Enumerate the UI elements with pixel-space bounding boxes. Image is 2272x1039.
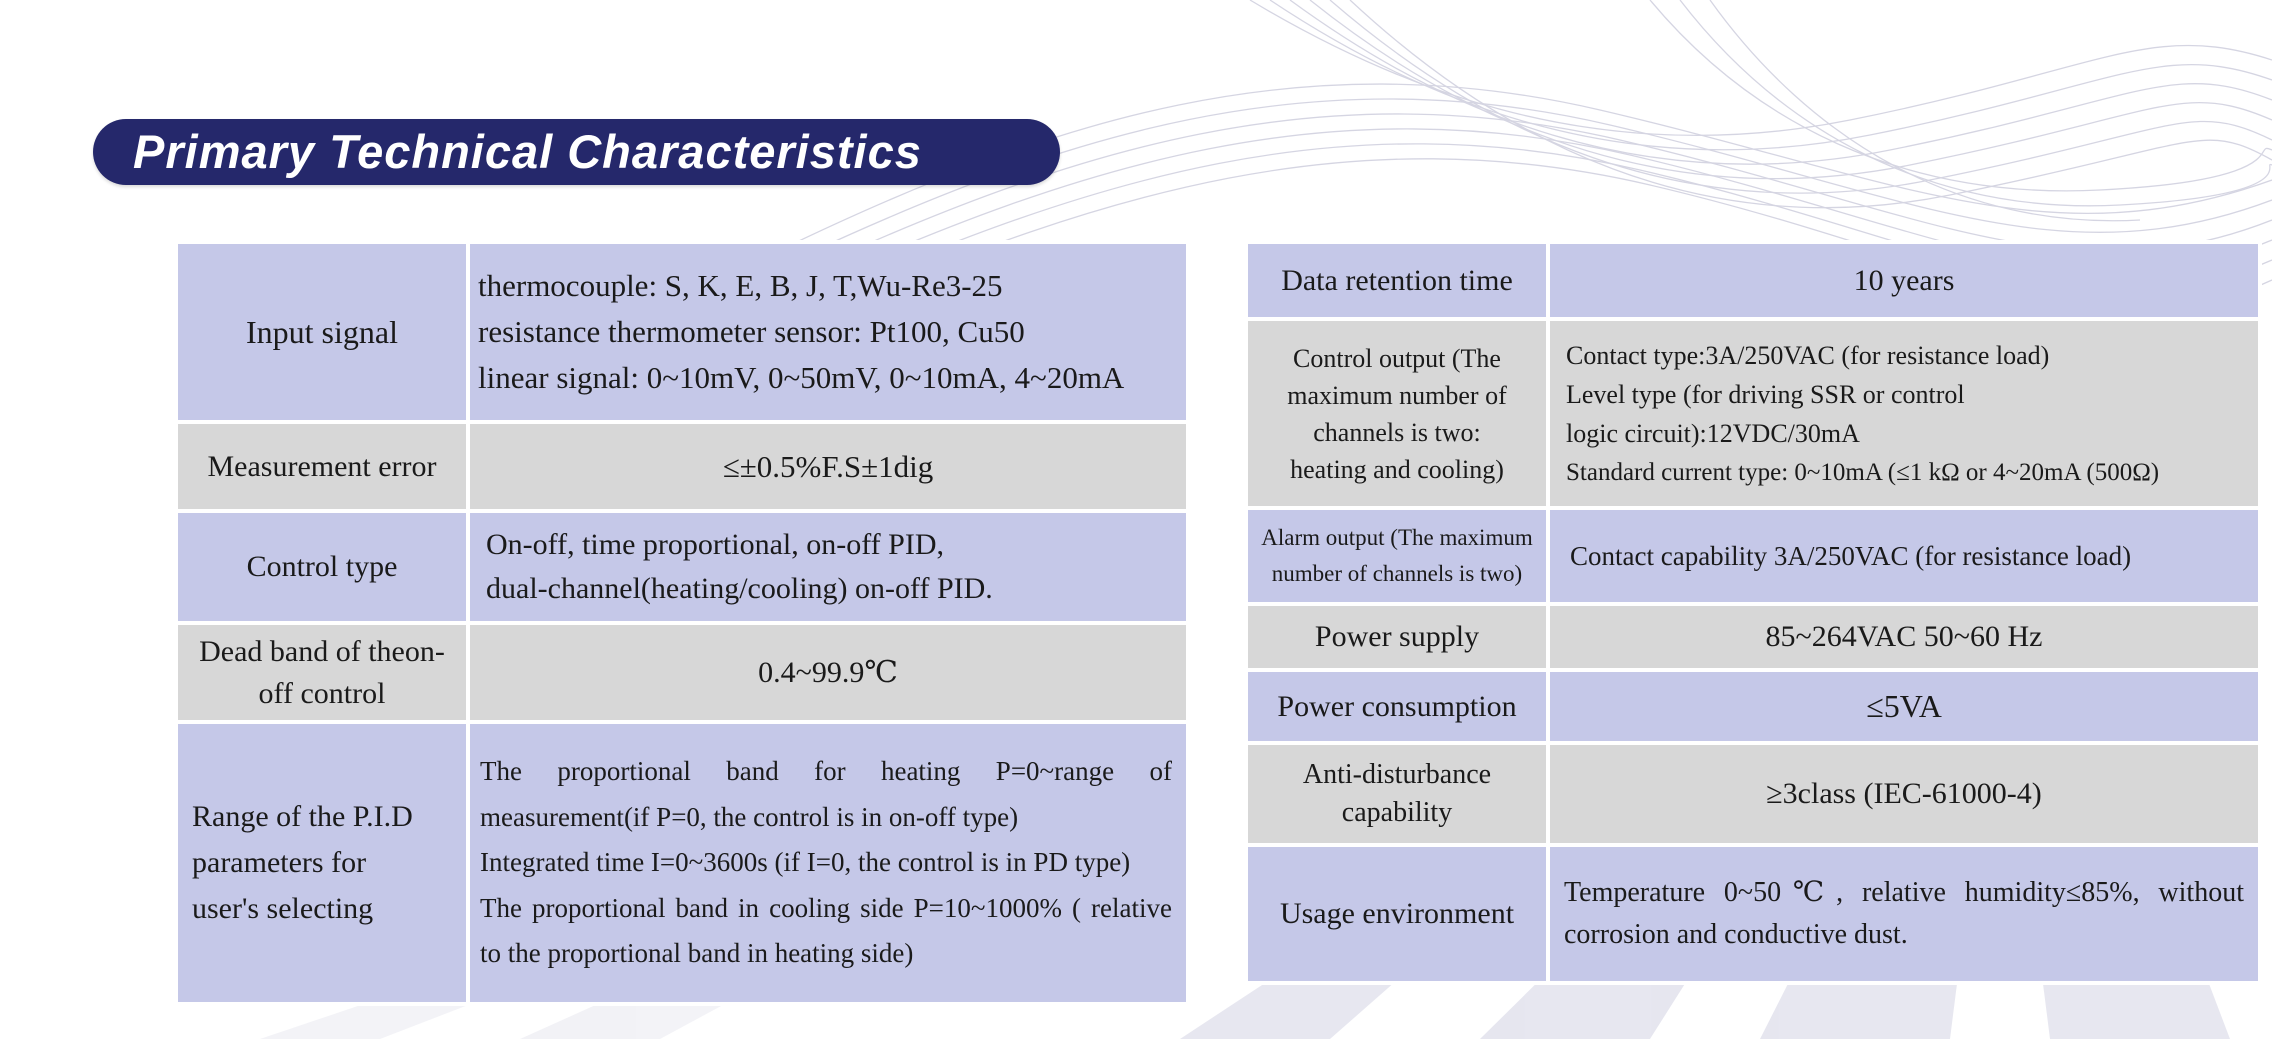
value-paragraph: The proportional band in cooling side P=10~1000% ( relative to the proportional band in heating side): [480, 892, 1172, 969]
value-text: ≥3class (IEC-61000-4): [1766, 777, 2042, 810]
value-paragraph: Integrated time I=0~3600s (if I=0, the control is in PD type): [480, 847, 1131, 878]
table-row: [1248, 244, 2258, 317]
row-label: [1248, 510, 1546, 602]
value-line: dual-channel(heating/cooling) on-off PID.: [486, 572, 993, 605]
row-label-line: parameters for: [192, 846, 367, 879]
row-value: [470, 424, 1186, 509]
row-label: [1248, 745, 1546, 843]
table-row: [178, 424, 1186, 509]
value-text: Contact capability 3A/250VAC (for resistance load): [1570, 540, 2132, 571]
row-label: [1248, 606, 1546, 668]
row-label: [178, 424, 466, 509]
table-row: [1248, 672, 2258, 741]
row-label-text: Input signal: [246, 313, 398, 350]
row-label: [1248, 847, 1546, 981]
row-label-text: Power supply: [1314, 620, 1480, 653]
row-label: [178, 513, 466, 621]
row-label-line: Alarm output (The maximum: [1261, 525, 1533, 550]
row-label: [178, 244, 466, 420]
value-paragraph: The proportional band for heating P=0~range of measurement(if P=0, the control is in on-off type): [480, 756, 1172, 832]
row-label-text: Control type: [246, 550, 398, 583]
row-label-line: channels is two:: [1313, 417, 1481, 447]
row-label-text: Usage environment: [1279, 897, 1515, 930]
row-value: [470, 513, 1186, 621]
value-text: 10 years: [1853, 263, 1955, 297]
row-label: [1248, 672, 1546, 741]
left-spec-table: [174, 240, 1190, 1006]
row-label-line: heating and cooling): [1290, 454, 1504, 484]
row-value: [1550, 672, 2258, 741]
row-value: [470, 625, 1186, 720]
table-row: [178, 244, 1186, 420]
row-label-line: capability: [1341, 797, 1453, 828]
row-label: [178, 625, 466, 720]
value-line: Level type (for driving SSR or control: [1566, 379, 1965, 409]
row-value: [1550, 510, 2258, 602]
row-label: [1248, 244, 1546, 317]
value-line: logic circuit):12VDC/30mA: [1566, 418, 1860, 448]
row-label-line: Anti-disturbance: [1302, 759, 1492, 790]
row-label-line: off control: [258, 676, 386, 710]
row-value: [1550, 244, 2258, 317]
row-label: [178, 724, 466, 1002]
row-value: [1550, 606, 2258, 668]
row-value: [1550, 745, 2258, 843]
table-row: [178, 724, 1186, 1002]
table-row: [178, 513, 1186, 621]
table-row: [1248, 510, 2258, 602]
value-paragraph: Temperature 0~50℃, relative humidity≤85%, without corrosion and conductive dust.: [1564, 877, 2244, 950]
value-line: thermocouple: S, K, E, B, J, T,Wu-Re3-25: [478, 268, 1003, 303]
row-label-line: Dead band of theon-: [199, 634, 445, 668]
value-text: ≤±0.5%F.S±1dig: [722, 448, 934, 484]
section-title-banner: [93, 119, 1060, 185]
value-line: Contact type:3A/250VAC (for resistance load): [1566, 340, 2050, 370]
value-line: Standard current type: 0~10mA (≤1 kΩ or 4~20mA (500Ω): [1566, 458, 2160, 486]
table-row: [178, 625, 1186, 720]
right-spec-table: [1244, 240, 2262, 985]
row-label-text: Measurement error: [207, 449, 437, 483]
table-row: [1248, 745, 2258, 843]
row-label-text: Power consumption: [1277, 689, 1517, 723]
row-label-line: maximum number of: [1287, 380, 1507, 410]
value-line: linear signal: 0~10mV, 0~50mV, 0~10mA, 4~20mA: [478, 360, 1125, 395]
table-row: [1248, 847, 2258, 981]
row-value: [1550, 847, 2258, 981]
table-row: [1248, 321, 2258, 506]
table-row: [1248, 606, 2258, 668]
value-line: On-off, time proportional, on-off PID,: [486, 528, 944, 561]
row-label-text: Data retention time: [1281, 263, 1513, 297]
row-value: [1550, 321, 2258, 506]
row-value: [470, 724, 1186, 1002]
value-text: 85~264VAC 50~60 Hz: [1765, 620, 2043, 653]
row-label: [1248, 321, 1546, 506]
row-label-line: Control output (The: [1293, 343, 1501, 373]
value-text: ≤5VA: [1866, 688, 1942, 724]
value-line: resistance thermometer sensor: Pt100, Cu50: [478, 314, 1025, 349]
section-title: Primary Technical Characteristics: [133, 125, 922, 178]
row-label-line: number of channels is two): [1271, 561, 1523, 586]
row-value: [470, 244, 1186, 420]
row-label-line: user's selecting: [192, 892, 374, 925]
row-label-line: Range of the P.I.D: [192, 800, 413, 833]
value-text: 0.4~99.9℃: [758, 656, 898, 689]
